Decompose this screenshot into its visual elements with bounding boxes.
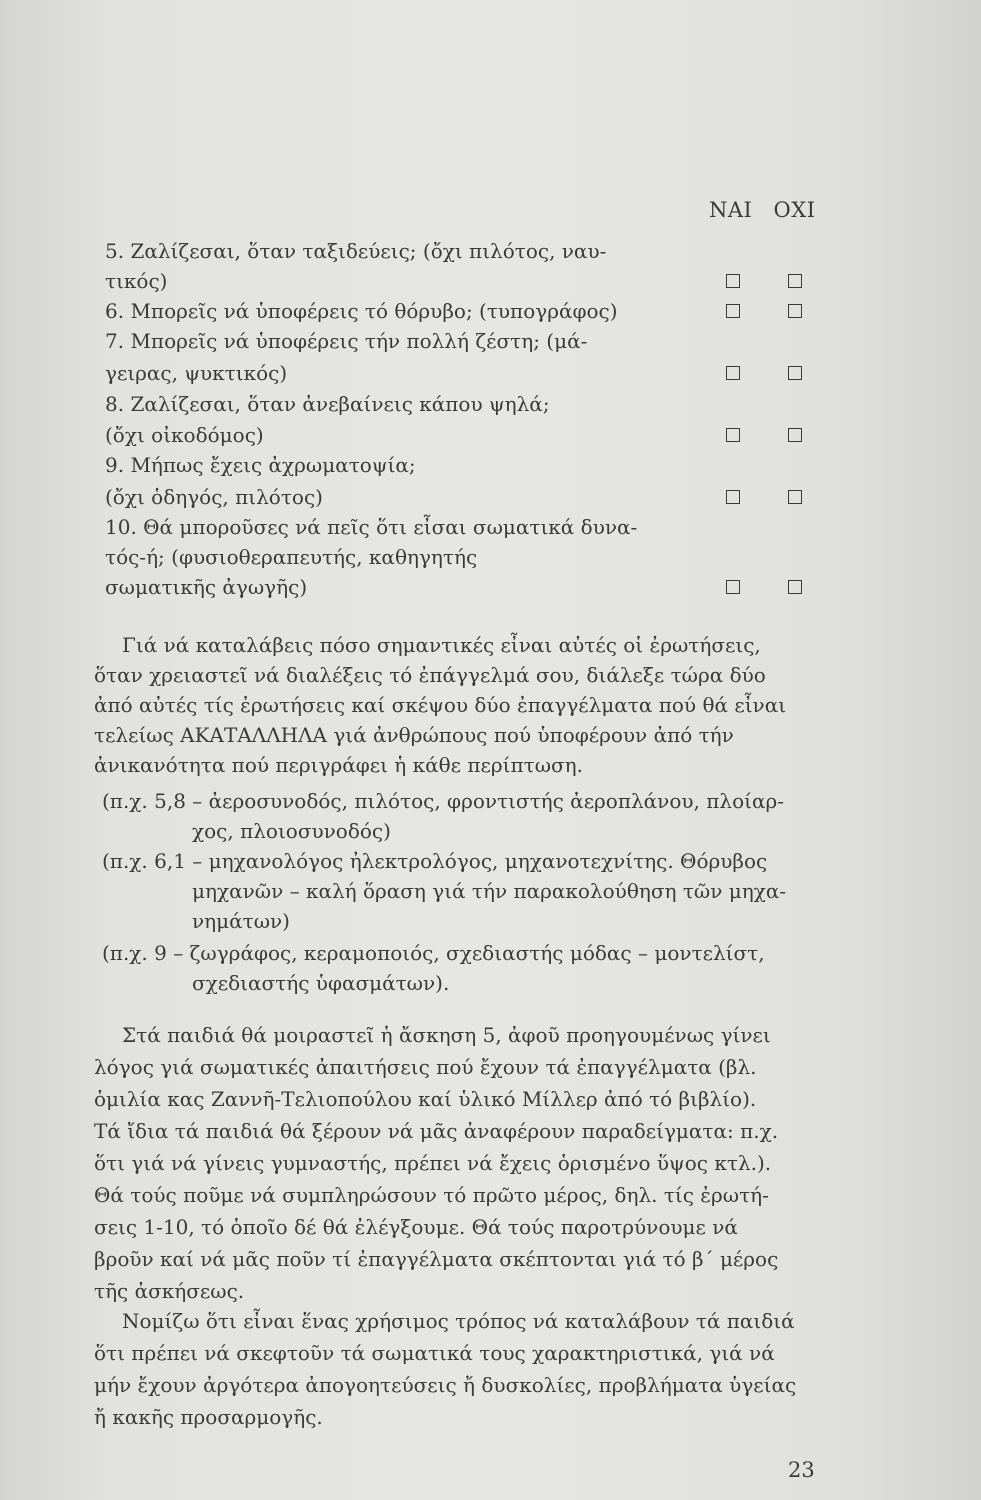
no-label: ΟΧΙ [773, 198, 816, 222]
example-2-line-2: μηχανῶν – καλή ὅραση γιά τήν παρακολούθηση τῶν μηχα- [192, 879, 787, 903]
question-6-yes-checkbox[interactable] [726, 304, 740, 318]
question-5-no-checkbox[interactable] [788, 274, 802, 288]
question-8-no-checkbox[interactable] [788, 428, 802, 442]
paragraph-1-line-9: τῆς ἀσκήσεως. [94, 1279, 245, 1303]
question-6-no-checkbox[interactable] [788, 304, 802, 318]
example-1-line-1: (π.χ. 5,8 – ἀεροσυνοδός, πιλότος, φροντιστής ἀεροπλάνου, πλοίαρ- [102, 789, 784, 813]
example-3-line-1: (π.χ. 9 – ζωγράφος, κεραμοποιός, σχεδιαστής μόδας – μοντελίστ, [102, 941, 765, 965]
instruction-line-4: τελείως ΑΚΑΤΑΛΛΗΛΑ γιά ἀνθρώπους πού ὑποφέρουν ἀπό τήν [94, 723, 734, 747]
instruction-line-5: ἀνικανότητα πού περιγράφει ἡ κάθε περίπτωση. [94, 753, 583, 777]
paragraph-1-line-1: Στά παιδιά θά μοιραστεῖ ἡ ἄσκηση 5, ἀφοῦ προηγουμένως γίνει [122, 1023, 771, 1047]
paragraph-1-line-4: Τά ἴδια τά παιδιά θά ξέρουν νά μᾶς ἀναφέρουν παραδείγματα: π.χ. [94, 1119, 779, 1143]
question-9-no-checkbox[interactable] [788, 490, 802, 504]
yes-no-header [709, 198, 822, 222]
question-9-yes-checkbox[interactable] [726, 490, 740, 504]
instruction-line-1: Γιά νά καταλάβεις πόσο σημαντικές εἶναι αὐτές οἱ ἐρωτήσεις, [122, 633, 761, 657]
question-10-line-2: τός-ή; (φυσιοθεραπευτής, καθηγητής [105, 545, 478, 569]
question-9-line-2: (ὄχι ὁδηγός, πιλότος) [105, 485, 323, 509]
question-7-line-2: γειρας, ψυκτικός) [105, 361, 288, 385]
page-number: 23 [788, 1458, 815, 1482]
question-5-line-2: τικός) [105, 269, 168, 293]
question-7-no-checkbox[interactable] [788, 366, 802, 380]
question-10-yes-checkbox[interactable] [726, 580, 740, 594]
question-10-line-1: 10. Θά μποροῦσες νά πεῖς ὅτι εἶσαι σωματικά δυνα- [105, 515, 638, 539]
question-5-line-1: 5. Ζαλίζεσαι, ὅταν ταξιδεύεις; (ὄχι πιλότος, ναυ- [105, 239, 607, 263]
paragraph-1-line-3: ὁμιλία κας Ζαννῆ-Τελιοπούλου καί ὑλικό Μίλλερ ἀπό τό βιβλίο). [94, 1087, 757, 1111]
paragraph-2-line-1: Νομίζω ὅτι εἶναι ἕνας χρήσιμος τρόπος νά καταλάβουν τά παιδιά [122, 1309, 795, 1333]
example-2-line-3: νημάτων) [192, 909, 290, 933]
paragraph-1-line-6: Θά τούς ποῦμε νά συμπληρώσουν τό πρῶτο μέρος, δηλ. τίς ἐρωτή- [94, 1183, 769, 1207]
question-8-line-2: (ὄχι οἰκοδόμος) [105, 423, 264, 447]
question-10-line-3: σωματικῆς ἀγωγῆς) [105, 575, 308, 599]
yes-label: ΝΑΙ [709, 198, 753, 222]
example-3-line-2: σχεδιαστής ὑφασμάτων). [192, 971, 450, 995]
paragraph-1-line-8: βροῦν καί νά μᾶς ποῦν τί ἐπαγγέλματα σκέπτονται γιά τό β΄ μέρος [94, 1247, 779, 1271]
example-1-line-2: χος, πλοιοσυνοδός) [192, 819, 391, 843]
question-8-line-1: 8. Ζαλίζεσαι, ὅταν ἀνεβαίνεις κάπου ψηλά; [105, 392, 550, 416]
question-7-line-1: 7. Μπορεῖς νά ὑποφέρεις τήν πολλή ζέστη; (μά- [105, 329, 588, 353]
question-10-no-checkbox[interactable] [788, 580, 802, 594]
paragraph-2-line-3: μήν ἔχουν ἀργότερα ἀπογοητεύσεις ἤ δυσκολίες, προβλήματα ὑγείας [94, 1373, 797, 1397]
question-8-yes-checkbox[interactable] [726, 428, 740, 442]
question-7-yes-checkbox[interactable] [726, 366, 740, 380]
instruction-line-3: ἀπό αὐτές τίς ἐρωτήσεις καί σκέψου δύο ἐπαγγέλματα πού θά εἶναι [94, 693, 787, 717]
paragraph-1-line-7: σεις 1-10, τό ὁποῖο δέ θά ἐλέγξουμε. Θά τούς παροτρύνουμε νά [94, 1215, 738, 1239]
question-9-line-1: 9. Μήπως ἔχεις ἀχρωματοψία; [105, 453, 416, 477]
question-5-yes-checkbox[interactable] [726, 274, 740, 288]
paragraph-2-line-2: ὅτι πρέπει νά σκεφτοῦν τά σωματικά τους χαρακτηριστικά, γιά νά [94, 1341, 775, 1365]
paragraph-1-line-2: λόγος γιά σωματικές ἀπαιτήσεις πού ἔχουν τά ἐπαγγέλματα (βλ. [94, 1055, 757, 1079]
question-6-line-1: 6. Μπορεῖς νά ὑποφέρεις τό θόρυβο; (τυπογράφος) [105, 299, 618, 323]
example-2-line-1: (π.χ. 6,1 – μηχανολόγος ἠλεκτρολόγος, μηχανοτεχνίτης. Θόρυβος [102, 849, 768, 873]
instruction-line-2: ὅταν χρειαστεῖ νά διαλέξεις τό ἐπάγγελμά σου, διάλεξε τώρα δύο [94, 663, 766, 687]
paragraph-2-line-4: ἤ κακῆς προσαρμογῆς. [94, 1405, 323, 1429]
paragraph-1-line-5: ὅτι γιά νά γίνεις γυμναστής, πρέπει νά ἔχεις ὁρισμένο ὕψος κτλ.). [94, 1151, 772, 1175]
